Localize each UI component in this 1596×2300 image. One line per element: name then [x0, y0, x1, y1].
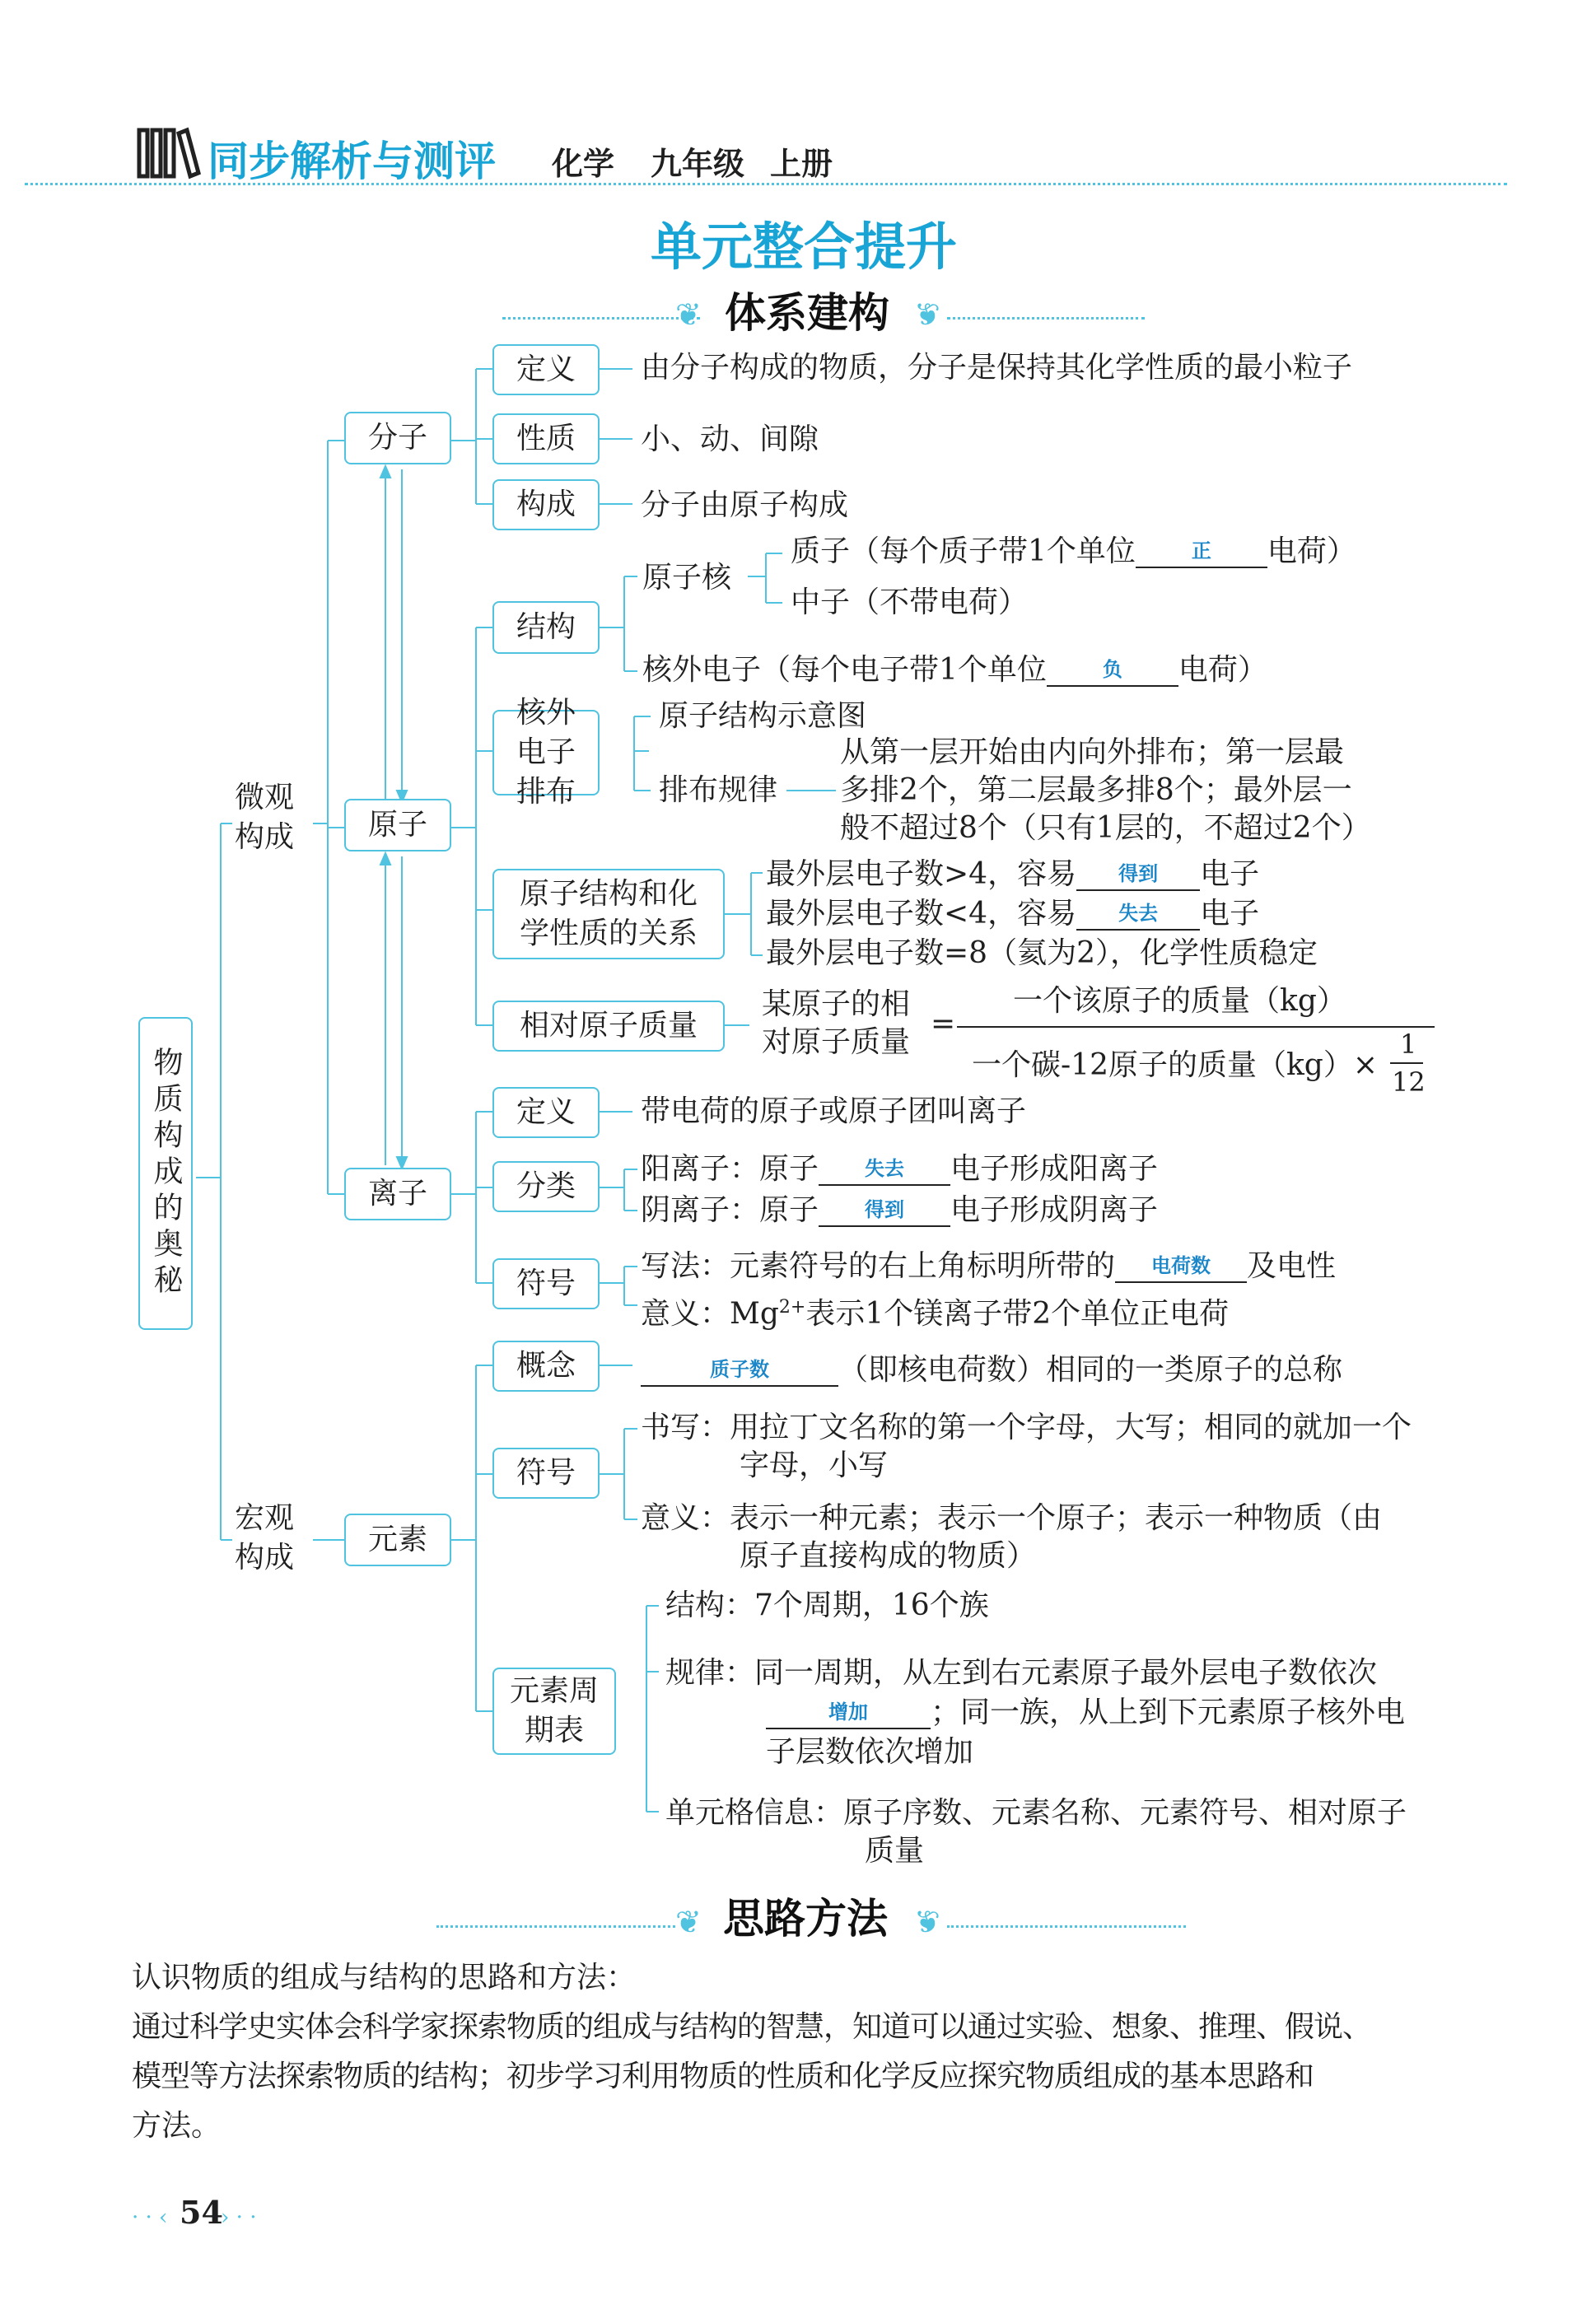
element-write-1: 书写：用拉丁文名称的第一个字母，大写；相同的就加一个 — [641, 1411, 1412, 1444]
mass-lhs-2: 对原子质量 — [762, 1025, 911, 1059]
blank-proton — [1136, 534, 1267, 568]
pt-cell-2: 质量 — [865, 1834, 925, 1868]
ornament-icon: ❦ — [675, 1904, 702, 1940]
ion-write-end: 及电性 — [1247, 1249, 1337, 1283]
periodic-table-label: 元素周期表 — [509, 1674, 599, 1747]
element-concept-text: （即核电荷数）相同的一类原子的总称 — [838, 1353, 1343, 1387]
periodic-table-box — [492, 1668, 616, 1755]
blank-electron — [1047, 652, 1178, 687]
pt-rule-2: ；同一族，从上到下元素原子核外电 — [931, 1696, 1406, 1729]
node-element: 元素 — [344, 1514, 451, 1566]
electron-text: 核外电子（每个电子带1个单位 — [642, 653, 1047, 687]
volume-label: 上册 — [770, 146, 833, 182]
molecule-prop-text: 小、动、间隙 — [641, 422, 819, 456]
ornament-icon: ❦ — [914, 296, 940, 333]
blank-lose — [1076, 896, 1200, 931]
blank-charge — [1115, 1248, 1247, 1283]
blank-proton-number — [641, 1352, 838, 1387]
element-symbol-box: 符号 — [492, 1448, 600, 1499]
relation-1-text: 最外层电子数>4，容易 — [766, 857, 1077, 891]
mass-equals: = — [931, 1007, 956, 1041]
relation-1-end: 电子 — [1200, 857, 1260, 891]
micro-label: 微观构成 — [235, 781, 295, 854]
section-banner-right — [947, 1925, 1186, 1928]
section-title-system: 体系建构 — [725, 289, 889, 337]
molecule-comp-box: 构成 — [492, 479, 600, 530]
ion-mean-text: 意义：Mg — [641, 1297, 779, 1331]
electron-arrangement-box — [492, 696, 600, 809]
atom-structure-box: 结构 — [492, 601, 600, 654]
arrangement-rule-3: 般不超过8个（只有1层的，不超过2个） — [840, 811, 1371, 845]
ornament-icon: ❦ — [914, 1904, 940, 1940]
series-title: 同步解析与测评 — [208, 138, 496, 185]
method-line-3: 模型等方法探索物质的结构；初步学习利用物质的性质和化学反应探究物质组成的基本思路和 — [132, 2060, 1314, 2093]
relation-label: 原子结构和化学性质的关系 — [519, 877, 698, 950]
blank-gain — [1076, 856, 1200, 891]
molecule-prop-box: 性质 — [492, 413, 600, 464]
cation-text-end: 电子形成阳离子 — [950, 1152, 1159, 1186]
relation-2-end: 电子 — [1200, 897, 1260, 931]
ion-charge-sup: 2+ — [778, 1297, 806, 1318]
anion-text-end: 电子形成阴离子 — [950, 1193, 1159, 1227]
mass-numerator: 一个该原子的质量（kg） — [1013, 984, 1346, 1018]
pt-rule-3: 子层数依次增加 — [766, 1735, 974, 1769]
element-concept-box: 概念 — [492, 1341, 600, 1392]
arrangement-diagram-text: 原子结构示意图 — [659, 699, 867, 733]
fraction-num: 1 — [1400, 1029, 1417, 1060]
root-node — [138, 1017, 193, 1330]
subject-label: 化学 — [552, 146, 615, 182]
page-title: 单元整合提升 — [651, 217, 958, 277]
section-title-method: 思路方法 — [723, 1895, 888, 1943]
proton-line — [791, 534, 1356, 570]
blank-increase — [766, 1695, 931, 1729]
page-number: 54 — [180, 2194, 223, 2231]
ion-symbol-box: 符号 — [492, 1258, 600, 1309]
ion-def-box: 定义 — [492, 1087, 600, 1138]
arrangement-rule-1: 从第一层开始由内向外排布；第一层最 — [840, 735, 1345, 769]
fraction-den: 12 — [1392, 1066, 1426, 1098]
cation-line — [641, 1151, 1158, 1187]
electron-line — [642, 652, 1267, 688]
electron-arrangement-label: 核外电子排布 — [516, 696, 576, 809]
relation-box — [492, 869, 725, 959]
ion-def-text: 带电荷的原子或原子团叫离子 — [641, 1094, 1027, 1128]
method-line-4: 方法。 — [132, 2109, 222, 2143]
pt-cell-1: 单元格信息：原子序数、元素名称、元素符号、相对原子 — [665, 1796, 1407, 1830]
answer-proton: 正 — [1191, 539, 1211, 562]
mass-denominator: 一个碳-12原子的质量（kg）× — [972, 1048, 1378, 1082]
relative-mass-box: 相对原子质量 — [492, 1001, 725, 1052]
ion-write-line — [641, 1248, 1336, 1285]
pt-structure: 结构：7个周期，16个族 — [665, 1589, 989, 1622]
ion-mean-end: 表示1个镁离子带2个单位正电荷 — [805, 1297, 1230, 1331]
ion-class-box: 分类 — [492, 1161, 600, 1212]
blank-cation — [819, 1151, 950, 1186]
anion-text: 阴离子：原子 — [641, 1193, 819, 1227]
nucleus-text: 原子核 — [642, 561, 732, 595]
answer-anion: 得到 — [865, 1198, 905, 1221]
blank-anion — [819, 1192, 950, 1227]
molecule-def-text: 由分子构成的物质，分子是保持其化学性质的最小粒子 — [641, 351, 1353, 385]
ion-write-text: 写法：元素符号的右上角标明所带的 — [641, 1249, 1116, 1283]
pt-rule-line-2 — [766, 1695, 1405, 1731]
node-molecule: 分子 — [344, 412, 451, 464]
relation-2-text: 最外层电子数<4，容易 — [766, 897, 1077, 931]
section-banner-left — [436, 1925, 675, 1928]
ornament-icon: ❦ — [675, 296, 702, 333]
proton-text: 质子（每个质子带1个单位 — [791, 534, 1136, 568]
method-line-1: 认识物质的组成与结构的思路和方法： — [132, 1961, 637, 1994]
ion-mean-line — [641, 1290, 1229, 1332]
macro-label: 宏观构成 — [235, 1501, 295, 1575]
proton-text-end: 电荷） — [1267, 534, 1356, 568]
electron-text-end: 电荷） — [1178, 653, 1267, 687]
footer-dots-left: · · ‹ — [132, 2205, 168, 2230]
element-mean-1: 意义：表示一种元素；表示一个原子；表示一种物质（由 — [641, 1501, 1383, 1535]
method-line-2: 通过科学史实体会科学家探索物质的组成与结构的智慧，知道可以通过实验、想象、推理、假说、 — [132, 2010, 1372, 2044]
fraction-bar — [957, 1026, 1435, 1028]
pt-rule-1: 规律：同一周期，从左到右元素原子最外层电子数依次 — [665, 1656, 1378, 1690]
molecule-comp-text: 分子由原子构成 — [641, 488, 849, 522]
mass-lhs-1: 某原子的相 — [762, 987, 911, 1021]
root-label: 物质构成的奥秘 — [149, 1047, 183, 1300]
answer-lose: 失去 — [1118, 902, 1159, 925]
arrangement-rule-label: 排布规律 — [659, 773, 778, 807]
element-mean-2: 原子直接构成的物质） — [740, 1539, 1037, 1573]
neutron-text: 中子（不带电荷） — [791, 585, 1029, 619]
relation-line-2 — [766, 896, 1259, 932]
answer-electron: 负 — [1102, 658, 1122, 681]
answer-gain: 得到 — [1118, 862, 1159, 885]
answer-proton-number: 质子数 — [710, 1358, 769, 1381]
relation-line-1 — [766, 856, 1259, 893]
answer-charge: 电荷数 — [1151, 1254, 1211, 1277]
element-write-2: 字母，小写 — [740, 1449, 889, 1482]
footer-dots-right: › · · — [221, 2205, 257, 2230]
cation-text: 阳离子：原子 — [641, 1152, 819, 1186]
anion-line — [641, 1192, 1158, 1229]
relation-line-3: 最外层电子数=8（氦为2），化学性质稳定 — [766, 936, 1318, 970]
arrangement-rule-2: 多排2个，第二层最多排8个；最外层一 — [840, 773, 1352, 807]
node-ion: 离子 — [344, 1168, 451, 1220]
element-concept-line — [641, 1352, 1342, 1388]
node-atom: 原子 — [344, 799, 451, 851]
molecule-def-box: 定义 — [492, 344, 600, 395]
answer-increase: 增加 — [828, 1701, 868, 1724]
grade-label: 九年级 — [651, 146, 745, 182]
answer-cation: 失去 — [865, 1157, 905, 1180]
